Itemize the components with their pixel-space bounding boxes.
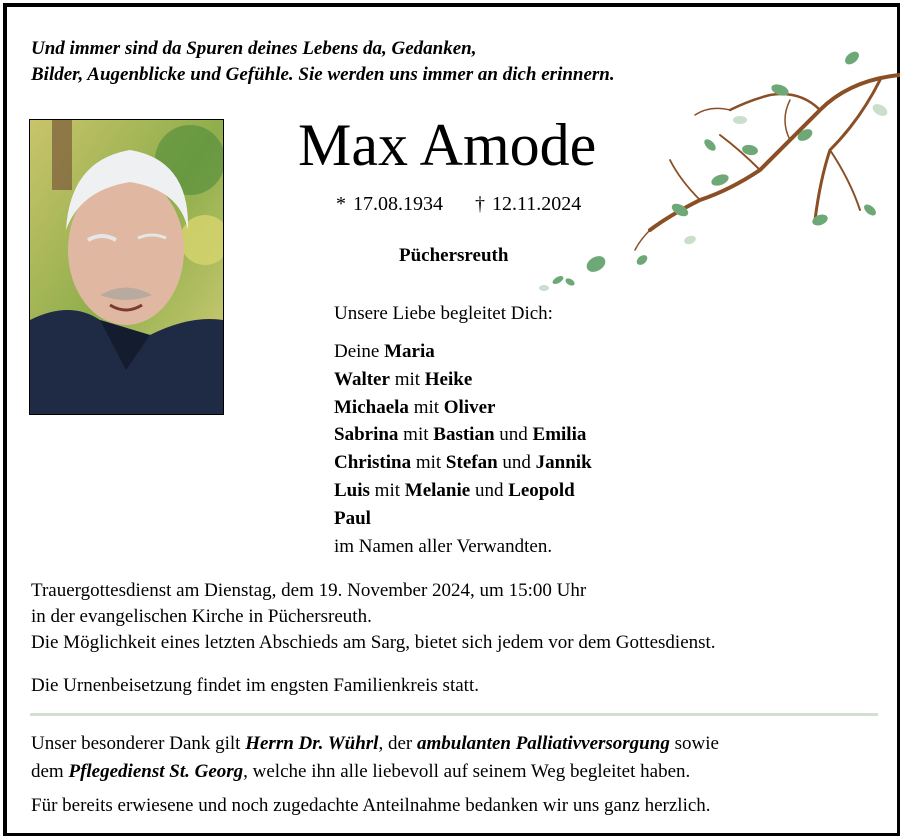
birth-date: * 17.08.1934 (336, 193, 443, 215)
thanks-text (31, 730, 719, 786)
motto-line-2: Bilder, Augenblicke und Gefühle. Sie werden uns immer an dich erinnern. (31, 64, 615, 85)
service-line-2: in der evangelischen Kirche in Püchersreuth. (31, 606, 372, 627)
residence-place: Püchersreuth (399, 245, 509, 266)
life-dates (336, 192, 581, 216)
thanks-line-1: Unser besonderer Dank gilt Herrn Dr. Wührl, der ambulanten Palliativversorgung sowie (31, 733, 719, 754)
portrait-image (30, 120, 223, 414)
mourner-line: Sabrina mit Bastian und Emilia (334, 424, 587, 446)
mourners-intro: Unsere Liebe begleitet Dich: (334, 303, 553, 324)
tree-branch-decoration (620, 40, 900, 290)
portrait-photo (29, 119, 224, 415)
motto-quote (31, 36, 615, 88)
mourner-line: Luis mit Melanie und Leopold (334, 479, 575, 501)
mourners-list (334, 338, 592, 560)
urn-burial-info: Die Urnenbeisetzung findet im engsten Familienkreis statt. (31, 675, 479, 696)
mourner-line: Christina mit Stefan und Jannik (334, 452, 592, 474)
mourner-line: Michaela mit Oliver (334, 396, 496, 418)
deceased-name: Max Amode (298, 112, 597, 178)
section-divider (30, 713, 878, 716)
closing-thanks: Für bereits erwiesene und noch zugedachte Anteilnahme bedanken wir uns ganz herzlich. (31, 795, 711, 816)
death-date: † 12.11.2024 (475, 193, 582, 215)
mourner-line: Paul (334, 507, 371, 529)
service-info (31, 578, 716, 656)
mourner-line: Deine Maria (334, 341, 435, 362)
thanks-line-2: dem Pflegedienst St. Georg, welche ihn alle liebevoll auf seinem Weg begleitet haben. (31, 761, 691, 782)
mourner-line: Walter mit Heike (334, 368, 473, 390)
falling-leaves-decoration (520, 250, 620, 295)
mourner-line: im Namen aller Verwandten. (334, 535, 553, 557)
service-line-1: Trauergottesdienst am Dienstag, dem 19. November 2024, um 15:00 Uhr (31, 580, 587, 601)
service-line-3: Die Möglichkeit eines letzten Abschieds am Sarg, bietet sich jedem vor dem Gottesdienst. (31, 632, 716, 653)
motto-line-1: Und immer sind da Spuren deines Lebens da, Gedanken, (31, 38, 477, 59)
